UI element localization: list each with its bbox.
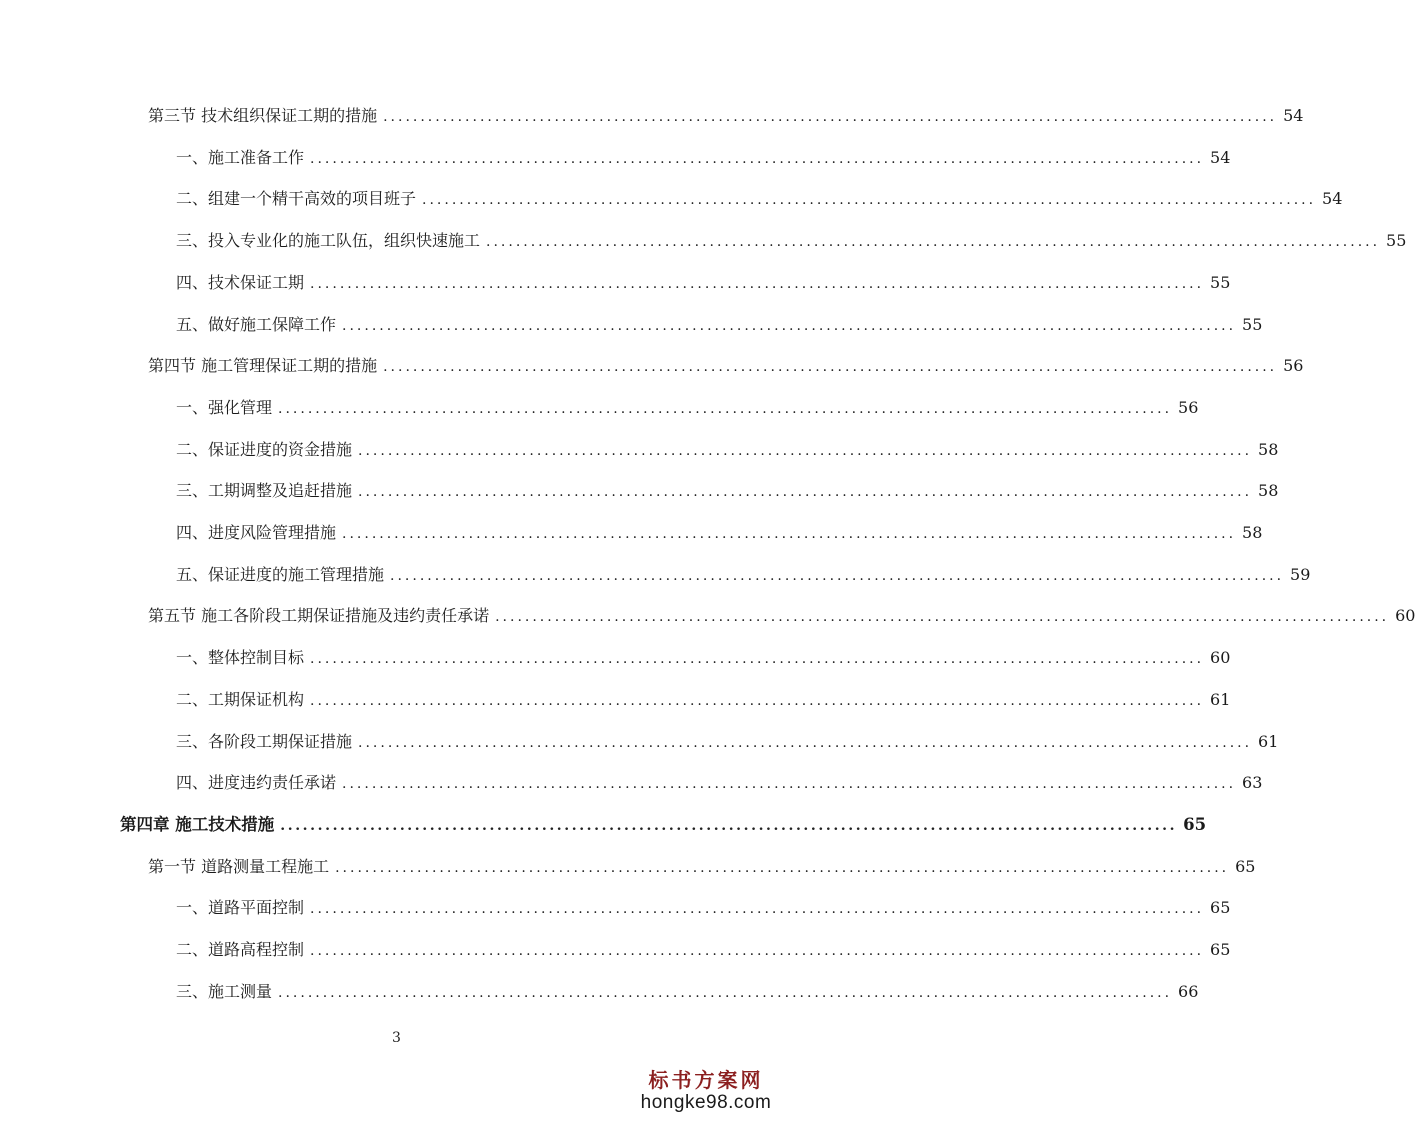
site-watermark	[631, 1068, 781, 1114]
toc-entry-page: 60	[1395, 606, 1415, 625]
toc-entry-page: 58	[1242, 523, 1263, 542]
toc-entry	[176, 730, 1279, 754]
toc-entry	[176, 146, 1231, 170]
toc-dot-leader: ........................................................................................................................	[486, 234, 1381, 250]
toc-entry-page: 58	[1258, 440, 1279, 459]
toc-entry-page: 55	[1242, 315, 1263, 334]
toc-entry	[148, 604, 1415, 628]
toc-entry-page: 54	[1283, 106, 1304, 125]
toc-entry-title: 一、强化管理	[176, 398, 273, 417]
toc-dot-leader: ........................................................................................................................	[310, 151, 1205, 167]
toc-entry	[176, 271, 1231, 295]
toc-entry-title: 五、做好施工保障工作	[176, 315, 337, 334]
toc-entry-title: 五、保证进度的施工管理措施	[176, 565, 385, 584]
toc-entry	[176, 771, 1263, 795]
toc-entry	[176, 521, 1263, 545]
toc-entry-page: 60	[1210, 648, 1231, 667]
toc-entry-title: 二、工期保证机构	[176, 690, 305, 709]
toc-entry	[176, 187, 1343, 211]
toc-entry-title: 二、道路高程控制	[176, 940, 305, 959]
toc-entry-page: 54	[1210, 148, 1231, 167]
toc-entry	[176, 688, 1231, 712]
toc-entry	[176, 896, 1231, 920]
toc-entry-page: 61	[1258, 732, 1279, 751]
toc-dot-leader: ........................................................................................................................	[310, 901, 1205, 917]
toc-entry-title: 第四节 施工管理保证工期的措施	[148, 356, 378, 375]
toc-entry-page: 58	[1258, 481, 1279, 500]
toc-dot-leader: ........................................................................................................................	[383, 109, 1278, 125]
toc-dot-leader: ........................................................................................................................	[280, 818, 1178, 834]
toc-entry-page: 56	[1283, 356, 1304, 375]
toc-entry	[176, 229, 1407, 253]
toc-entry	[148, 354, 1304, 378]
toc-entry-page: 65	[1210, 898, 1231, 917]
toc-entry-title: 四、进度违约责任承诺	[176, 773, 337, 792]
toc-entry	[176, 938, 1231, 962]
page-number: 3	[392, 1030, 401, 1046]
toc-entry-page: 61	[1210, 690, 1231, 709]
toc-entry-title: 四、技术保证工期	[176, 273, 305, 292]
toc-entry-page: 65	[1183, 815, 1207, 834]
toc-entry-page: 65	[1210, 940, 1231, 959]
toc-dot-leader: ........................................................................................................................	[310, 943, 1205, 959]
toc-entry-title: 四、进度风险管理措施	[176, 523, 337, 542]
toc-entry-title: 三、工期调整及追赶措施	[176, 481, 353, 500]
toc-dot-leader: ........................................................................................................................	[310, 651, 1205, 667]
toc-entry	[148, 855, 1256, 879]
toc-dot-leader: ........................................................................................................................	[358, 443, 1253, 459]
toc-entry-page: 65	[1235, 857, 1256, 876]
toc-entry-page: 55	[1386, 231, 1407, 250]
toc-entry	[176, 479, 1279, 503]
toc-entry	[176, 438, 1279, 462]
toc-entry-title: 三、施工测量	[176, 982, 273, 1001]
toc-entry-title: 二、保证进度的资金措施	[176, 440, 353, 459]
toc-entry	[176, 646, 1231, 670]
toc-entry-page: 56	[1178, 398, 1199, 417]
toc-entry-title: 第五节 施工各阶段工期保证措施及违约责任承诺	[148, 606, 490, 625]
toc-dot-leader: ........................................................................................................................	[335, 860, 1230, 876]
toc-dot-leader: ........................................................................................................................	[495, 609, 1390, 625]
toc-entry-page: 55	[1210, 273, 1231, 292]
toc-dot-leader: ........................................................................................................................	[342, 526, 1237, 542]
toc-entry-title: 第三节 技术组织保证工期的措施	[148, 106, 378, 125]
toc-entry	[148, 104, 1304, 128]
toc-dot-leader: ........................................................................................................................	[358, 735, 1253, 751]
toc-entry-title: 一、道路平面控制	[176, 898, 305, 917]
toc-entry	[176, 980, 1199, 1004]
toc-dot-leader: ........................................................................................................................	[342, 776, 1237, 792]
toc-dot-leader: ........................................................................................................................	[358, 484, 1253, 500]
toc-entry-page: 59	[1290, 565, 1311, 584]
toc-dot-leader: ........................................................................................................................	[278, 985, 1173, 1001]
toc-entry-title: 一、整体控制目标	[176, 648, 305, 667]
toc-entry-page: 54	[1322, 189, 1343, 208]
toc-entry-title: 三、投入专业化的施工队伍，组织快速施工	[176, 231, 481, 250]
toc-entry-title: 二、组建一个精干高效的项目班子	[176, 189, 417, 208]
toc-entry-title: 第一节 道路测量工程施工	[148, 857, 330, 876]
watermark-chinese: 标书方案网	[648, 1068, 764, 1092]
toc-dot-leader: ........................................................................................................................	[310, 693, 1205, 709]
toc-entry-title: 三、各阶段工期保证措施	[176, 732, 353, 751]
toc-entry-page: 63	[1242, 773, 1263, 792]
toc-dot-leader: ........................................................................................................................	[383, 359, 1278, 375]
toc-dot-leader: ........................................................................................................................	[278, 401, 1173, 417]
watermark-domain: hongke98.com	[640, 1092, 772, 1113]
toc-entry-title: 第四章 施工技术措施	[120, 815, 275, 834]
toc-entry	[176, 563, 1311, 587]
toc-entry	[176, 313, 1263, 337]
toc-entry-title: 一、施工准备工作	[176, 148, 305, 167]
toc-dot-leader: ........................................................................................................................	[390, 568, 1285, 584]
toc-entry	[120, 813, 1207, 837]
toc-dot-leader: ........................................................................................................................	[342, 318, 1237, 334]
toc-dot-leader: ........................................................................................................................	[310, 276, 1205, 292]
toc-entry	[176, 396, 1199, 420]
toc-entry-page: 66	[1178, 982, 1199, 1001]
toc-dot-leader: ........................................................................................................................	[422, 192, 1317, 208]
